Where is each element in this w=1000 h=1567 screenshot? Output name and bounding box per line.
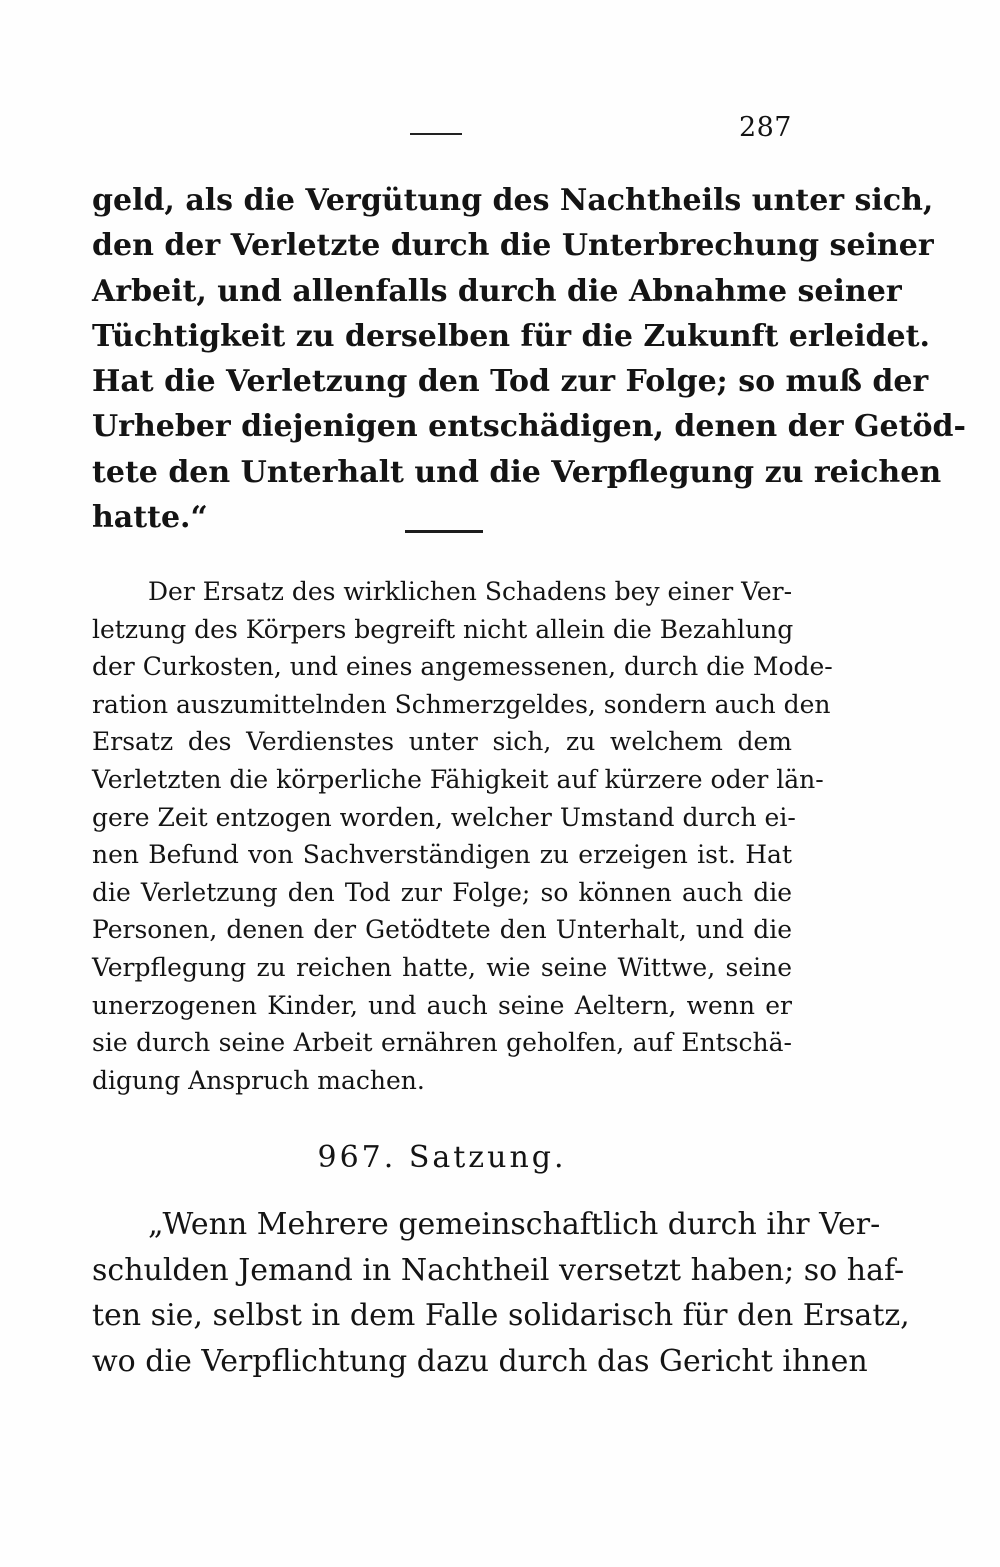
text-line: den der Verletzte durch die Unterbrechung seiner <box>92 228 934 264</box>
paragraph-statute <box>92 1202 910 1384</box>
text-line: Verletzten die körperliche Fähigkeit auf kürzere oder län- <box>92 764 824 794</box>
text-line: digung Anspruch machen. <box>92 1065 425 1095</box>
paragraph-quote-continuation <box>92 178 966 540</box>
text-line: nen Befund von Sachverständigen zu erzeigen ist. Hat <box>92 840 792 870</box>
text-line: Hat die Verletzung den Tod zur Folge; so muß der <box>92 364 929 400</box>
text-line: Verpflegung zu reichen hatte, wie seine Wittwe, seine <box>92 952 792 982</box>
header-ornament-rule <box>410 133 462 135</box>
text-line: die Verletzung den Tod zur Folge; so können auch die <box>92 877 792 907</box>
section-heading: 967. Satzung. <box>317 1140 567 1175</box>
text-line: Ersatz des Verdienstes unter sich, zu welchem dem <box>92 727 792 757</box>
text-line: Arbeit, und allenfalls durch die Abnahme seiner <box>92 273 902 309</box>
text-line: „Wenn Mehrere gemeinschaftlich durch ihr Ver- <box>148 1207 881 1242</box>
paragraph-commentary <box>92 573 833 1099</box>
text-line: sie durch seine Arbeit ernähren geholfen, auf Entschä- <box>92 1028 792 1058</box>
page-header <box>92 112 792 152</box>
text-line: ten sie, selbst in dem Falle solidarisch für den Ersatz, <box>92 1298 910 1333</box>
page-number: 287 <box>738 112 792 143</box>
text-line: hatte.“ <box>92 500 208 536</box>
text-line: geld, als die Vergütung des Nachtheils unter sich, <box>92 183 934 218</box>
text-line: schulden Jemand in Nachtheil versetzt haben; so haf- <box>92 1252 905 1288</box>
text-line: der Curkosten, und eines angemessenen, durch die Mode- <box>92 652 833 682</box>
text-line: Personen, denen der Getödtete den Unterhalt, und die <box>92 915 792 945</box>
text-line: tete den Unterhalt und die Verpflegung zu reichen <box>92 454 942 490</box>
text-line: Der Ersatz des wirklichen Schadens bey einer Ver- <box>148 577 793 606</box>
text-line: unerzogenen Kinder, und auch seine Aeltern, wenn er <box>92 990 792 1020</box>
text-line: ration auszumittelnden Schmerzgeldes, sondern auch den <box>92 689 831 719</box>
text-line: letzung des Körpers begreift nicht allein die Bezahlung <box>92 614 794 644</box>
text-line: wo die Verpflichtung dazu durch das Gericht ihnen <box>92 1343 868 1379</box>
text-line: Tüchtigkeit zu derselben für die Zukunft erleidet. <box>92 318 930 354</box>
text-line: Urheber diejenigen entschädigen, denen der Getöd- <box>92 409 966 445</box>
text-line: gere Zeit entzogen worden, welcher Umstand durch ei- <box>92 802 796 832</box>
section-divider-rule <box>405 530 483 533</box>
